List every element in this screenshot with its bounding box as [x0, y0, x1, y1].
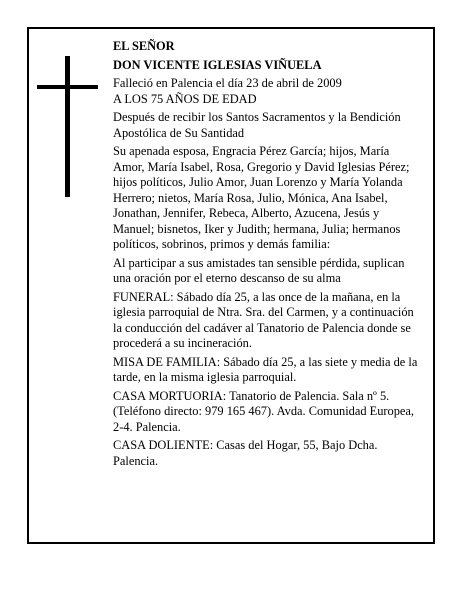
death-notice: Falleció en Palencia el día 23 de abril de 2009: [113, 76, 342, 90]
obituary-text: [113, 39, 423, 472]
mortuary-paragraph: CASA MORTUORIA: Tanatorio de Palencia. Sala nº 5. (Teléfono directo: 979 165 467). Avda. Comunidad Europea, 2-4. Palencia.: [113, 388, 415, 434]
family-paragraph: Su apenada esposa, Engracia Pérez García; hijos, María Amor, María Isabel, Rosa, Gregorio y David Iglesias Pérez; hijos políticos, Julio Amor, Juan Lorenzo y María Yolanda Herrero; nietos, María Rosa, Julio, Mónica, Ana Isabel, Jonathan, Jennifer, Rebeca, Alberto, Azucena, Jesús y Manuel; bisnetos, Iker y Judith; hermana, Julia; hermanos políticos, sobrinos, primos y demás familia:: [113, 144, 410, 251]
mass-paragraph: MISA DE FAMILIA: Sábado día 25, a las siete y media de la tarde, en la misma iglesia parroquial.: [113, 354, 418, 384]
funeral-paragraph: FUNERAL: Sábado día 25, a las once de la mañana, en la iglesia parroquial de Ntra. Sra. del Carmen, y a continuación la conducción del cadáver al Tanatorio de Palencia donde se procederá a su incineración.: [113, 289, 414, 350]
title-line-1: EL SEÑOR: [113, 39, 175, 53]
deceased-name: DON VICENTE IGLESIAS VIÑUELA: [113, 57, 322, 72]
sacraments-paragraph: Después de recibir los Santos Sacramentos y la Bendición Apostólica de Su Santidad: [113, 110, 401, 140]
cross-vertical-bar: [65, 56, 70, 197]
grieving-house-paragraph: CASA DOLIENTE: Casas del Hogar, 55, Bajo Dcha. Palencia.: [113, 438, 378, 468]
age-line: A LOS 75 AÑOS DE EDAD: [113, 91, 257, 106]
request-paragraph: Al participar a sus amistades tan sensible pérdida, suplican una oración por el eterno descanso de su alma: [113, 255, 405, 285]
cross-horizontal-bar: [37, 85, 98, 89]
